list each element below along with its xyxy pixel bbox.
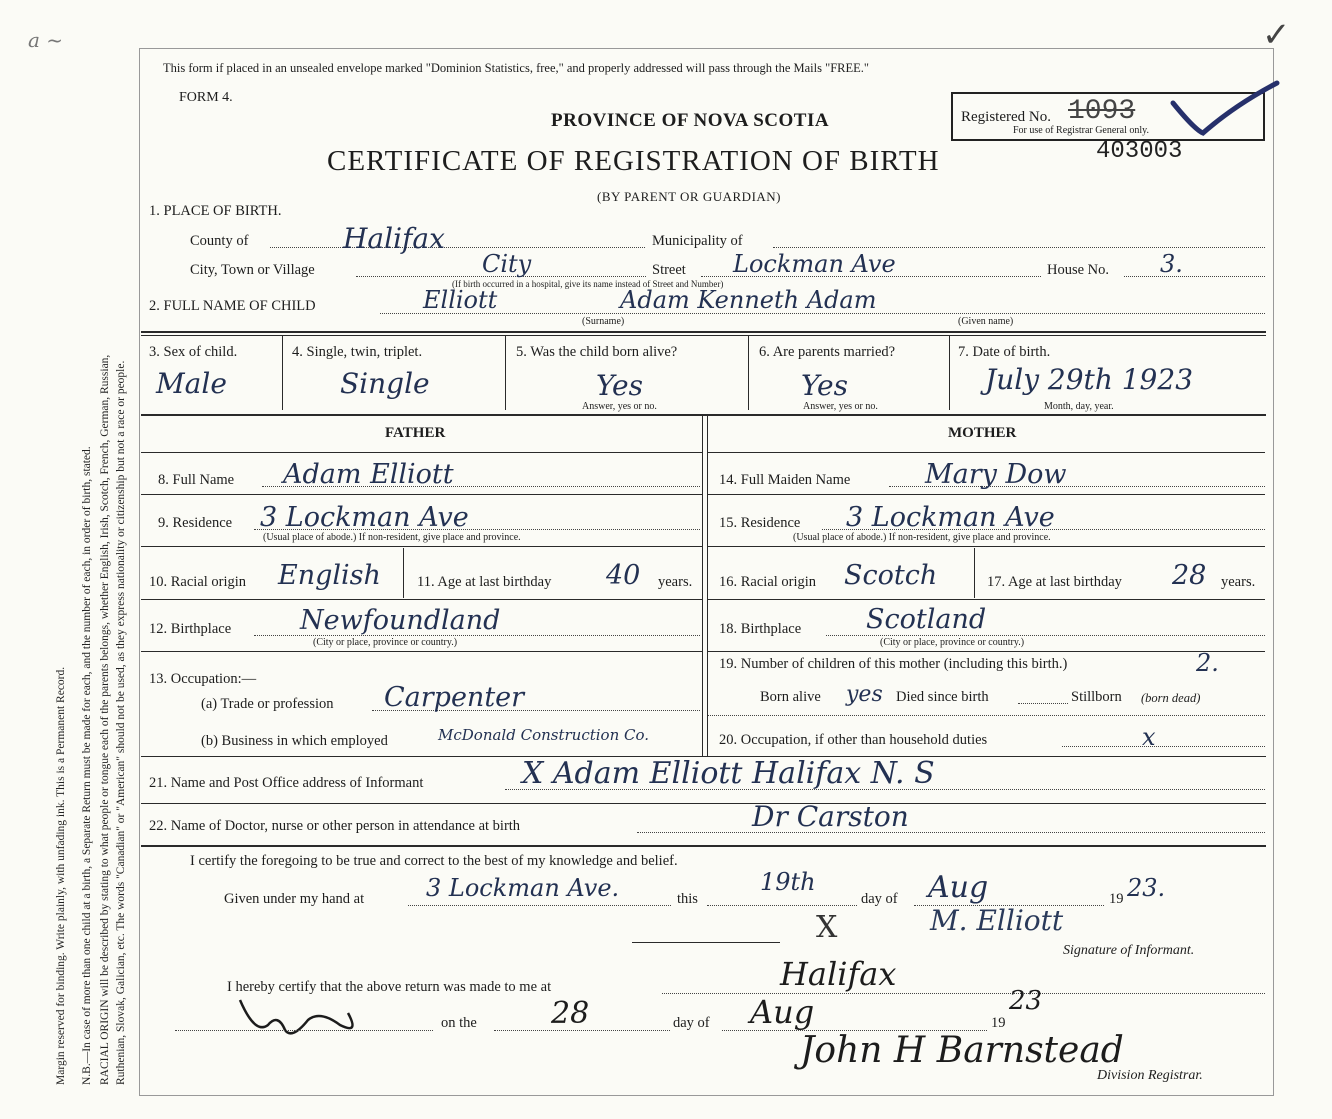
form-number: FORM 4. xyxy=(179,90,233,105)
dob-note: Month, day, year. xyxy=(1044,401,1114,412)
mother-race-value: Scotch xyxy=(844,560,938,591)
margin-note-1: Margin reserved for binding. Write plainly, with unfading ink. This is a Permanent Record. xyxy=(55,666,67,1085)
informant-label: 21. Name and Post Office address of Informant xyxy=(149,775,424,791)
registrar-note: For use of Registrar General only. xyxy=(1013,125,1149,136)
father-heading: FATHER xyxy=(385,425,446,441)
registrar-signature: John H Barnstead xyxy=(800,1030,1124,1071)
married-label: 6. Are parents married? xyxy=(759,344,896,360)
surname-note: (Surname) xyxy=(582,316,625,327)
doctor-label: 22. Name of Doctor, nurse or other person in attendance at birth xyxy=(149,818,521,834)
city-value: City xyxy=(482,250,532,278)
father-birthplace-label: 12. Birthplace xyxy=(149,621,232,637)
margin-note-3: RACIAL ORIGIN will be described by stating to what people or tongue each of the parents belongs, whether English, Irish, Scotch, French, German, Russian, xyxy=(99,354,111,1085)
father-name-label: 8. Full Name xyxy=(158,472,235,488)
blue-check-icon xyxy=(1165,75,1285,140)
mother-name-value: Mary Dow xyxy=(925,459,1067,490)
county-label: County of xyxy=(190,233,249,249)
divider xyxy=(282,336,283,410)
given-month-value: Aug xyxy=(928,870,989,905)
mother-age-value: 28 xyxy=(1172,560,1207,591)
this-label: this xyxy=(677,891,698,907)
mother-name-label: 14. Full Maiden Name xyxy=(719,472,851,488)
municipality-label: Municipality of xyxy=(652,233,743,249)
registrar-on-the-label: on the xyxy=(441,1015,477,1031)
registered-number: 1093 xyxy=(1068,96,1136,127)
rule xyxy=(141,494,702,495)
registered-label: Registered No. xyxy=(961,109,1051,125)
mother-years-label: years. xyxy=(1221,574,1256,590)
mother-residence-label: 15. Residence xyxy=(719,515,801,531)
father-residence-label: 9. Residence xyxy=(158,515,233,531)
father-name-value: Adam Elliott xyxy=(283,459,454,490)
hospital-note: (If birth occurred in a hospital, give its name instead of Street and Number) xyxy=(452,279,724,289)
registrar-line-left xyxy=(175,1030,433,1031)
rule xyxy=(708,452,1265,453)
married-note: Answer, yes or no. xyxy=(803,401,878,412)
trade-value: Carpenter xyxy=(384,682,525,713)
children-count-label: 19. Number of children of this mother (including this birth.) xyxy=(719,656,1068,672)
father-residence-note: (Usual place of abode.) If non-resident, give place and province. xyxy=(263,532,521,543)
county-value: Halifax xyxy=(343,222,445,255)
rule xyxy=(708,494,1265,495)
divider xyxy=(505,336,506,410)
division-registrar-label: Division Registrar. xyxy=(1097,1068,1203,1083)
street-value: Lockman Ave xyxy=(733,250,896,278)
father-years-label: years. xyxy=(658,574,693,590)
given-under-label: Given under my hand at xyxy=(224,891,365,907)
municipality-line xyxy=(773,247,1265,248)
informant-signature: M. Elliott xyxy=(930,904,1064,937)
mother-occupation-label: 20. Occupation, if other than household duties xyxy=(719,732,988,748)
pencil-mark: a ~ xyxy=(28,28,64,52)
rule xyxy=(141,335,1266,336)
children-count-value: 2. xyxy=(1196,649,1219,677)
given-year-value: 23. xyxy=(1127,874,1166,902)
registrar-month-value: Aug xyxy=(750,993,815,1031)
informant-mark-x: X xyxy=(816,910,838,945)
dob-value: July 29th 1923 xyxy=(985,363,1194,396)
mother-occupation-value: x xyxy=(1142,723,1156,751)
province-heading: PROVINCE OF NOVA SCOTIA xyxy=(551,110,830,131)
divider xyxy=(702,416,703,756)
occupation-label: 13. Occupation:— xyxy=(149,671,257,687)
father-residence-value: 3 Lockman Ave xyxy=(260,502,469,533)
registrar-place-value: Halifax xyxy=(780,955,897,993)
margin-note-2: N.B.—In case of more than one child at a birth, a Separate Return must be made for each, and the number of each, in order of birth, stated. xyxy=(81,446,93,1085)
rule xyxy=(632,942,780,943)
county-line xyxy=(270,247,645,248)
doctor-line xyxy=(637,832,1265,833)
died-line xyxy=(1018,703,1068,704)
father-birthplace-value: Newfoundland xyxy=(300,605,501,636)
given-day-line xyxy=(707,905,857,906)
stillborn-label: Stillborn xyxy=(1071,689,1122,705)
sex-label: 3. Sex of child. xyxy=(149,344,238,360)
mother-race-label: 16. Racial origin xyxy=(719,574,817,590)
divider xyxy=(707,416,708,756)
divider xyxy=(949,336,950,410)
certificate-title: CERTIFICATE OF REGISTRATION OF BIRTH xyxy=(327,145,940,177)
rule xyxy=(141,845,1266,847)
born-alive-label: 5. Was the child born alive? xyxy=(516,344,678,360)
doctor-value: Dr Carston xyxy=(752,800,909,833)
child-given-name: Adam Kenneth Adam xyxy=(620,286,877,314)
father-birthplace-note: (City or place, province or country.) xyxy=(313,637,458,648)
certificate-subtitle: (BY PARENT OR GUARDIAN) xyxy=(597,189,782,204)
city-label: City, Town or Village xyxy=(190,262,315,278)
check-mark-corner: ✓ xyxy=(1262,15,1291,55)
registrar-scribble-icon xyxy=(230,995,370,1045)
house-label: House No. xyxy=(1047,262,1110,278)
child-surname: Elliott xyxy=(423,286,498,314)
born-alive-value: Yes xyxy=(596,369,643,402)
mother-occupation-line xyxy=(1062,746,1265,747)
rule xyxy=(141,452,702,453)
divider xyxy=(974,548,975,598)
stamp-number: 403003 xyxy=(1096,138,1183,165)
child-name-label: 2. FULL NAME OF CHILD xyxy=(149,298,316,314)
place-section-label: 1. PLACE OF BIRTH. xyxy=(149,203,282,219)
married-value: Yes xyxy=(801,369,848,402)
born-alive-count-value: yes xyxy=(846,682,883,707)
father-race-value: English xyxy=(278,560,381,591)
informant-value: X Adam Elliott Halifax N. S xyxy=(522,756,935,791)
plurality-value: Single xyxy=(340,367,430,400)
registrar-day-value: 28 xyxy=(551,996,590,1031)
father-race-label: 10. Racial origin xyxy=(149,574,247,590)
rule xyxy=(141,546,702,547)
rule xyxy=(141,599,702,600)
street-label: Street xyxy=(652,262,686,278)
sex-value: Male xyxy=(156,367,227,400)
registrar-year-prefix: 19 xyxy=(991,1015,1006,1031)
stillborn-note: (born dead) xyxy=(1141,691,1201,705)
given-place-line xyxy=(408,905,671,906)
mother-birthplace-label: 18. Birthplace xyxy=(719,621,802,637)
margin-note-4: Ruthenian, Slovak, Galician, etc. The words "Canadian" or "American" should not be used, as they express nationality or citizenship but not a race or people. xyxy=(115,360,127,1085)
mother-birthplace-note: (City or place, province or country.) xyxy=(880,637,1025,648)
rule xyxy=(708,651,1265,652)
mother-residence-note: (Usual place of abode.) If non-resident, give place and province. xyxy=(793,532,1051,543)
born-alive-count-label: Born alive xyxy=(760,689,821,705)
business-value: McDonald Construction Co. xyxy=(438,726,650,744)
mother-age-label: 17. Age at last birthday xyxy=(987,574,1122,590)
house-line xyxy=(1124,276,1265,277)
rule xyxy=(708,599,1265,600)
rule xyxy=(708,546,1265,547)
rule xyxy=(708,715,1265,716)
mother-heading: MOTHER xyxy=(948,425,1017,441)
rule xyxy=(141,651,702,652)
divider xyxy=(748,336,749,410)
business-label: (b) Business in which employed xyxy=(201,733,388,749)
house-value: 3. xyxy=(1160,250,1183,278)
given-day-value: 19th xyxy=(760,868,816,896)
divider xyxy=(403,548,404,598)
trade-label: (a) Trade or profession xyxy=(201,696,334,712)
rule xyxy=(141,414,1266,416)
given-place-value: 3 Lockman Ave. xyxy=(426,874,620,902)
registrar-day-of-label: day of xyxy=(673,1015,710,1031)
informant-signature-label: Signature of Informant. xyxy=(1063,943,1195,958)
born-alive-note: Answer, yes or no. xyxy=(582,401,657,412)
mother-birthplace-value: Scotland xyxy=(866,604,987,635)
father-age-label: 11. Age at last birthday xyxy=(417,574,552,590)
died-label: Died since birth xyxy=(896,689,989,705)
registrar-year-value: 23 xyxy=(1009,986,1043,1016)
certify-statement: I certify the foregoing to be true and correct to the best of my knowledge and belief. xyxy=(190,853,678,869)
dob-label: 7. Date of birth. xyxy=(958,344,1051,360)
rule xyxy=(141,331,1266,333)
rule xyxy=(141,803,1266,804)
mail-note: This form if placed in an unsealed envelope marked "Dominion Statistics, free," and properly addressed will pass through the Mails "FREE." xyxy=(163,61,870,75)
given-year-prefix: 19 xyxy=(1109,891,1124,907)
father-age-value: 40 xyxy=(606,560,641,591)
registrar-statement: I hereby certify that the above return was made to me at xyxy=(227,979,552,995)
mother-birthplace-line xyxy=(826,635,1265,636)
mother-residence-value: 3 Lockman Ave xyxy=(846,502,1055,533)
given-day-of-label: day of xyxy=(861,891,898,907)
given-name-note: (Given name) xyxy=(958,316,1014,327)
plurality-label: 4. Single, twin, triplet. xyxy=(292,344,423,360)
